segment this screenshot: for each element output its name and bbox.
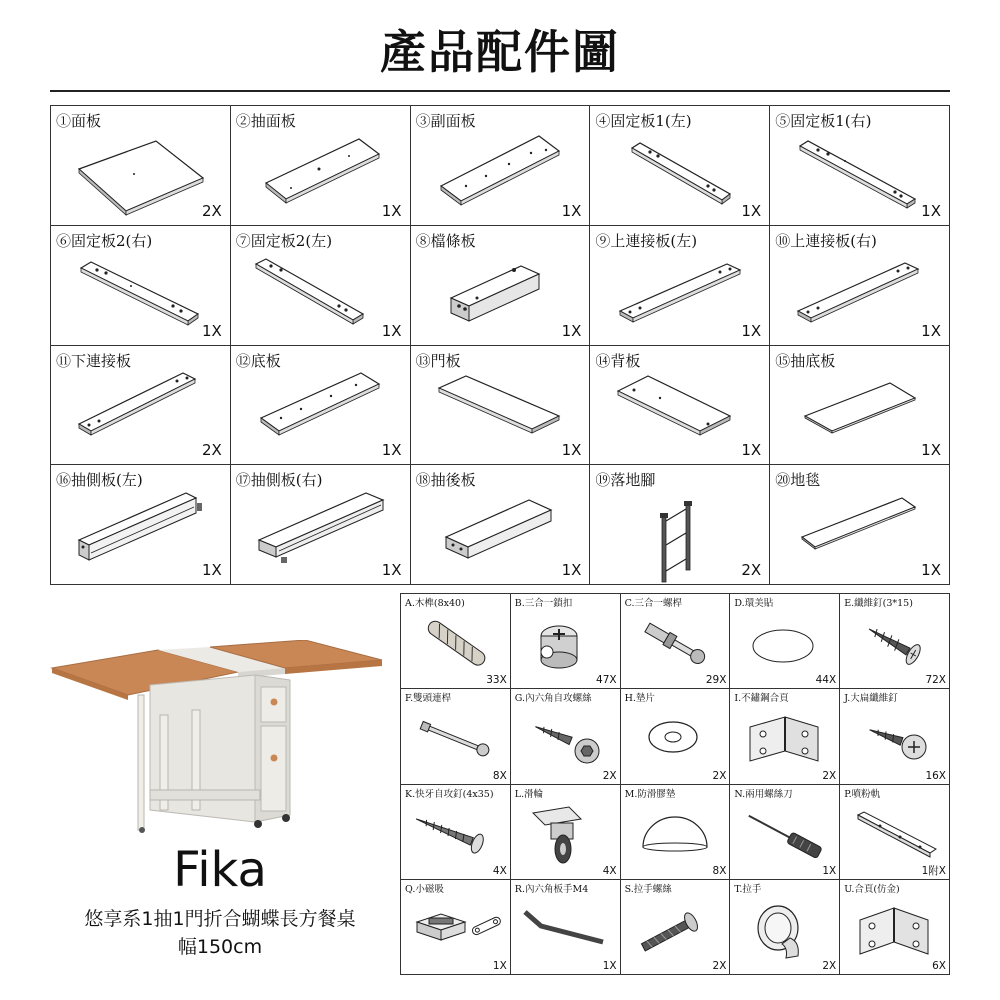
hardware-qty: 29X xyxy=(705,674,727,687)
part-label: ⑦固定板2(左) xyxy=(235,231,333,250)
part-cell-10 xyxy=(770,226,950,346)
part-label: ⑫底板 xyxy=(235,351,281,370)
hardware-qty: 1X xyxy=(602,960,617,972)
page-title: 產品配件圖 xyxy=(380,25,620,79)
hardware-cell-i xyxy=(730,689,840,784)
part-label: ⑪下連接板 xyxy=(56,351,132,370)
parts-grid xyxy=(50,105,950,585)
part-qty: 1X xyxy=(561,201,582,220)
part-label: ①面板 xyxy=(56,112,102,130)
part-qty: 1X xyxy=(561,561,582,579)
part-label: ⑮抽底板 xyxy=(775,351,836,370)
part-cell-8 xyxy=(411,226,591,346)
hardware-label: L.滑輪 xyxy=(514,788,544,800)
hardware-label: U.合頁(仿金) xyxy=(844,883,900,895)
part-qty: 1X xyxy=(921,321,941,340)
hardware-qty: 33X xyxy=(486,674,507,687)
product-subtitle: 悠享系1抽1門折合蝴蝶長方餐桌 xyxy=(84,908,356,930)
part-qty: 1X xyxy=(561,441,582,460)
hardware-cell-q xyxy=(401,880,511,975)
hardware-label: T.拉手 xyxy=(734,883,762,895)
hardware-label: F.雙頭連桿 xyxy=(405,693,452,705)
hardware-qty: 2X xyxy=(602,769,617,782)
part-label: ⑤固定板1(右) xyxy=(775,112,872,130)
part-qty: 1X xyxy=(381,201,402,220)
hardware-cell-n xyxy=(730,785,840,880)
part-cell-15 xyxy=(770,346,950,466)
brand-name: Fika xyxy=(173,842,267,898)
part-qty: 2X xyxy=(201,201,222,220)
hardware-label: H.墊片 xyxy=(624,693,655,705)
hardware-qty: 4X xyxy=(602,864,617,877)
hardware-label: S.拉手螺絲 xyxy=(624,883,672,895)
part-qty: 1X xyxy=(381,441,402,460)
part-label: ④固定板1(左) xyxy=(595,112,692,130)
hardware-qty: 2X xyxy=(712,769,727,782)
part-label: ⑲落地腳 xyxy=(595,471,656,490)
hardware-qty: 72X xyxy=(925,674,946,687)
part-qty: 1X xyxy=(561,321,582,340)
hardware-cell-u xyxy=(840,880,950,975)
part-cell-4 xyxy=(590,106,770,226)
hardware-qty: 44X xyxy=(815,674,837,687)
hardware-label: G.內六角自攻螺絲 xyxy=(514,693,592,705)
hardware-label: E.纖維釘(3*15) xyxy=(844,598,913,609)
hardware-qty: 8X xyxy=(492,769,507,782)
hardware-label: C.三合一螺桿 xyxy=(624,598,683,609)
hardware-cell-a xyxy=(401,594,511,689)
part-cell-7 xyxy=(231,226,411,346)
hardware-qty: 8X xyxy=(712,864,727,877)
part-cell-13 xyxy=(411,346,591,466)
hardware-qty: 2X xyxy=(822,769,837,782)
hardware-label: B.三合一鎖扣 xyxy=(514,598,573,609)
part-qty: 1X xyxy=(201,321,222,340)
hardware-cell-j xyxy=(840,689,950,784)
hardware-qty: 2X xyxy=(712,960,727,972)
hardware-cell-p xyxy=(840,785,950,880)
hardware-label: P.噴粉軌 xyxy=(844,788,881,800)
hardware-label: Q.小磁吸 xyxy=(405,883,444,895)
hardware-label: J.大扁纖維釘 xyxy=(844,693,898,705)
part-label: ⑭背板 xyxy=(595,351,641,370)
hardware-label: M.防滑膠墊 xyxy=(624,788,676,800)
hardware-cell-h xyxy=(621,689,731,784)
hardware-qty: 1附X xyxy=(921,864,946,877)
hardware-qty: 16X xyxy=(925,769,946,782)
part-cell-14 xyxy=(590,346,770,466)
part-label: ⑧檔條板 xyxy=(415,231,476,250)
hardware-label: R.內六角板手M4 xyxy=(514,883,589,895)
part-label: ③副面板 xyxy=(415,112,476,130)
hardware-cell-f xyxy=(401,689,511,784)
part-cell-18 xyxy=(411,465,591,585)
part-cell-2 xyxy=(231,106,411,226)
part-qty: 2X xyxy=(201,441,222,460)
hardware-qty: 6X xyxy=(932,960,946,972)
part-label: ⑰抽側板(右) xyxy=(235,471,323,490)
part-cell-16 xyxy=(51,465,231,585)
hardware-qty: 1X xyxy=(492,960,507,972)
part-cell-11 xyxy=(51,346,231,466)
hardware-grid xyxy=(400,593,950,975)
part-qty: 2X xyxy=(741,561,762,579)
part-cell-17 xyxy=(231,465,411,585)
hardware-label: I.不鏽鋼合頁 xyxy=(734,693,789,705)
hardware-label: D.環美貼 xyxy=(734,598,774,609)
part-label: ②抽面板 xyxy=(235,112,296,130)
part-cell-5 xyxy=(770,106,950,226)
hardware-qty: 2X xyxy=(822,960,837,972)
part-cell-1 xyxy=(51,106,231,226)
part-qty: 1X xyxy=(201,561,222,579)
part-qty: 1X xyxy=(381,321,402,340)
part-label: ⑳地毯 xyxy=(775,471,821,490)
hardware-label: A.木榫(8x40) xyxy=(405,598,465,609)
part-qty: 1X xyxy=(741,441,762,460)
title-divider xyxy=(50,90,950,92)
hardware-cell-r xyxy=(511,880,621,975)
part-qty: 1X xyxy=(921,441,941,460)
hardware-cell-m xyxy=(621,785,731,880)
hardware-cell-t xyxy=(730,880,840,975)
part-cell-9 xyxy=(590,226,770,346)
hardware-cell-g xyxy=(511,689,621,784)
part-label: ⑨上連接板(左) xyxy=(595,231,698,250)
part-cell-20 xyxy=(770,465,950,585)
part-qty: 1X xyxy=(921,561,941,579)
part-qty: 1X xyxy=(741,201,762,220)
hardware-cell-l xyxy=(511,785,621,880)
hardware-cell-k xyxy=(401,785,511,880)
hardware-qty: 4X xyxy=(492,864,507,877)
part-cell-19 xyxy=(590,465,770,585)
part-cell-12 xyxy=(231,346,411,466)
hardware-cell-d xyxy=(730,594,840,689)
hardware-qty: 1X xyxy=(822,864,837,877)
hardware-cell-s xyxy=(621,880,731,975)
part-label: ⑩上連接板(右) xyxy=(775,231,877,250)
hardware-cell-e xyxy=(840,594,950,689)
hardware-label: K.快牙自攻釘(4x35) xyxy=(405,788,494,800)
part-label: ⑥固定板2(右) xyxy=(56,231,153,250)
part-label: ⑱抽後板 xyxy=(415,471,476,490)
hardware-cell-b xyxy=(511,594,621,689)
part-cell-3 xyxy=(411,106,591,226)
part-qty: 1X xyxy=(381,561,402,579)
part-label: ⑬門板 xyxy=(415,351,461,370)
part-qty: 1X xyxy=(741,321,762,340)
product-photo xyxy=(50,640,390,844)
part-cell-6 xyxy=(51,226,231,346)
hardware-label: N.兩用螺絲刀 xyxy=(734,788,793,800)
part-label: ⑯抽側板(左) xyxy=(56,471,143,490)
hardware-qty: 47X xyxy=(596,674,617,687)
hardware-cell-c xyxy=(621,594,731,689)
part-qty: 1X xyxy=(921,201,941,220)
product-size: 幅150cm xyxy=(177,936,263,958)
